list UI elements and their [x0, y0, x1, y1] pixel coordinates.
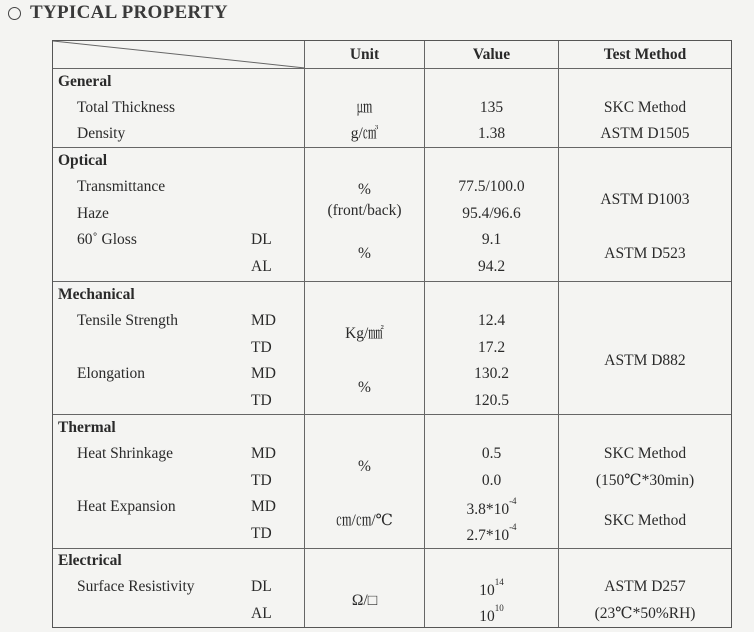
property-table — [52, 40, 732, 628]
row-label: Tensile Strength — [77, 312, 178, 329]
value-cell: 12.4 — [477, 312, 506, 329]
section-separator — [53, 147, 731, 148]
direction-cell: AL — [251, 605, 272, 622]
direction-cell: DL — [251, 578, 272, 595]
value-cell: $3.8*10^{-4}$ — [466, 495, 517, 518]
value-cell: 94.2 — [477, 258, 506, 275]
circle-bullet-icon — [8, 7, 21, 20]
value-cell: 77.5/100.0 — [458, 178, 525, 195]
direction-cell: MD — [251, 498, 276, 515]
unit-cell: % — [358, 181, 371, 198]
direction-cell: MD — [251, 445, 276, 462]
header-unit: Unit — [349, 46, 380, 63]
method-cell: ASTM D257 — [604, 578, 686, 595]
value-cell: 1.38 — [477, 125, 506, 142]
method-cell: SKC Method — [603, 99, 687, 116]
method-cell: ASTM D523 — [604, 245, 686, 262]
row-label: Density — [77, 125, 126, 142]
section-separator — [53, 548, 731, 549]
value-cell: $10^{10}$ — [479, 602, 504, 625]
section-thermal: Thermal — [58, 419, 116, 436]
section-general: General — [58, 73, 112, 90]
exponent: 14 — [494, 576, 504, 587]
unit-cell: g/㎤ — [350, 125, 379, 142]
unit-cell: Kg/㎟ — [345, 325, 384, 342]
value-cell: 130.2 — [474, 365, 509, 382]
value-cell: 95.4/96.6 — [462, 205, 521, 222]
value-cell: 9.1 — [481, 231, 502, 248]
direction-cell: AL — [251, 258, 272, 275]
unit-cell: % — [358, 379, 371, 396]
section-mechanical: Mechanical — [58, 286, 135, 303]
exponent: -4 — [509, 521, 517, 532]
method-cell: ASTM D1003 — [600, 191, 690, 208]
value-cell: 0.5 — [481, 445, 502, 462]
header-diagonal-line — [53, 41, 305, 68]
unit-cell: ㎛ — [356, 99, 373, 116]
direction-cell: TD — [251, 392, 272, 409]
method-cell: (150℃*30min) — [595, 472, 695, 489]
value-cell: 0.0 — [481, 472, 502, 489]
unit-cell: % — [358, 458, 371, 475]
exponent: 10 — [494, 602, 504, 613]
direction-cell: TD — [251, 339, 272, 356]
section-optical: Optical — [58, 152, 108, 169]
unit-cell: ㎝/㎝/℃ — [336, 512, 393, 529]
value-cell: $2.7*10^{-4}$ — [466, 521, 517, 544]
value-cell: $10^{14}$ — [479, 576, 504, 599]
method-cell: ASTM D1505 — [600, 125, 690, 142]
method-cell: (23℃*50%RH) — [594, 605, 696, 622]
row-label: Total Thickness — [77, 99, 176, 116]
value-cell: 17.2 — [477, 339, 506, 356]
method-cell: SKC Method — [603, 445, 687, 462]
section-separator — [53, 281, 731, 282]
row-label: Elongation — [77, 365, 146, 382]
section-electrical: Electrical — [58, 552, 122, 569]
method-cell: SKC Method — [603, 512, 687, 529]
unit-cell: % — [358, 245, 371, 262]
row-label: 60˚ Gloss — [77, 231, 137, 248]
value-cell: 135 — [479, 99, 504, 116]
direction-cell: DL — [251, 231, 272, 248]
direction-cell: TD — [251, 472, 272, 489]
row-label: Heat Shrinkage — [77, 445, 173, 462]
header-test-method: Test Method — [603, 46, 687, 63]
value-cell: 120.5 — [474, 392, 509, 409]
row-label: Haze — [77, 205, 109, 222]
row-label: Surface Resistivity — [77, 578, 195, 595]
method-cell: ASTM D882 — [604, 352, 686, 369]
unit-cell: Ω/□ — [351, 592, 378, 609]
direction-cell: TD — [251, 525, 272, 542]
section-title — [8, 2, 228, 24]
row-label: Transmittance — [77, 178, 166, 195]
section-title-text: TYPICAL PROPERTY — [30, 2, 228, 23]
unit-cell: (front/back) — [327, 202, 402, 219]
header-value: Value — [472, 46, 511, 63]
direction-cell: MD — [251, 312, 276, 329]
row-label: Heat Expansion — [77, 498, 176, 515]
header-separator — [53, 68, 731, 69]
exponent: -4 — [509, 495, 517, 506]
section-separator — [53, 414, 731, 415]
direction-cell: MD — [251, 365, 276, 382]
